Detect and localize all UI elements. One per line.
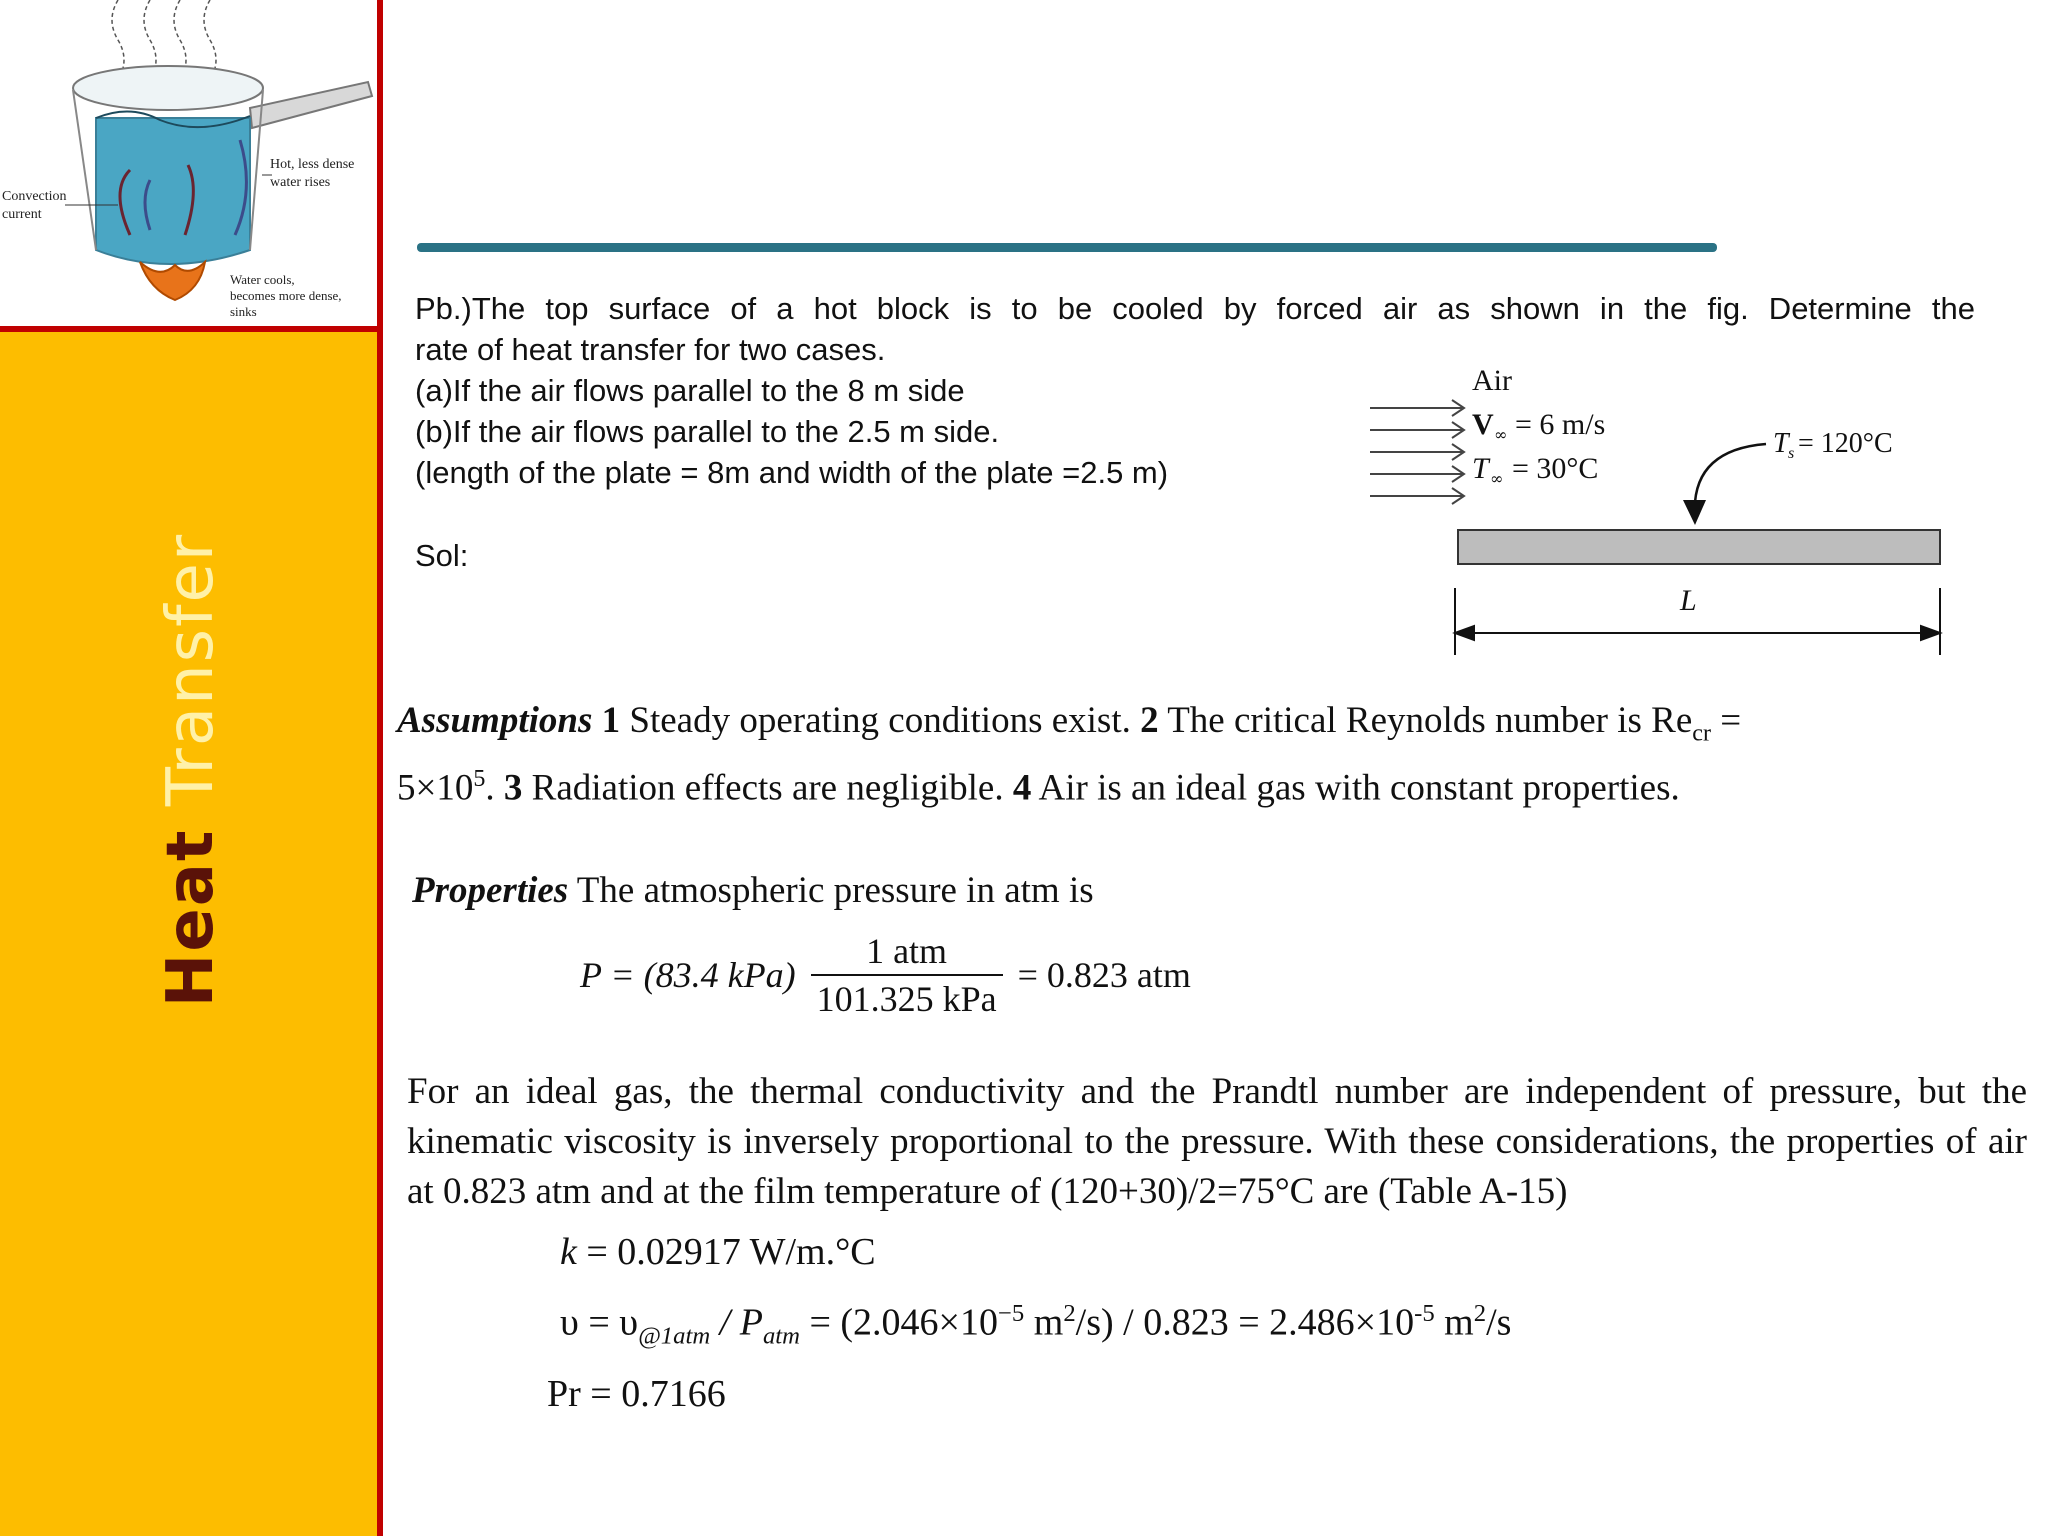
assumptions-paragraph — [397, 698, 1837, 812]
pressure-eq-numerator: 1 atm — [811, 930, 1003, 976]
conductivity-value: = 0.02917 W/m.°C — [586, 1231, 876, 1273]
assumption-number-2: 2 — [1140, 700, 1159, 741]
viscosity-subscript-1atm: @1atm — [638, 1322, 711, 1350]
properties-intro — [412, 868, 1094, 914]
viscosity-exp-2: 2 — [1063, 1300, 1076, 1327]
viscosity-exp-3: -5 — [1414, 1300, 1435, 1327]
pressure-eq-lhs: P = (83.4 kPa) — [580, 955, 796, 995]
pressure-eq-fraction — [811, 930, 1003, 1020]
label-convection-line1: Convection — [2, 189, 67, 204]
assumption-3-text: Radiation effects are negligible. — [531, 767, 1004, 809]
viscosity-exp-4: 2 — [1473, 1300, 1487, 1327]
assumption-4-text: Air is an ideal gas with constant properties. — [1038, 767, 1680, 809]
convection-illustration — [0, 0, 383, 332]
title-divider — [417, 243, 1717, 252]
flat-plate-figure — [1370, 360, 1970, 670]
sidebar-title-transfer: Transfer — [154, 532, 228, 807]
svg-text:s: s — [1788, 445, 1795, 462]
pressure-equation — [580, 930, 1191, 1020]
label-freestream-temp-symbol: T — [1472, 452, 1489, 485]
surface-temp-arrow — [1695, 444, 1766, 518]
assumption-number-4: 4 — [1012, 767, 1032, 809]
pressure-eq-rhs: = 0.823 atm — [1017, 955, 1191, 995]
assumption-number-3: 3 — [503, 767, 523, 809]
viscosity-part-5: /s — [1486, 1301, 1512, 1344]
problem-dimensions: (length of the plate = 8m and width of the plate =2.5 m) — [415, 455, 1169, 490]
reynolds-subscript: cr — [1692, 720, 1711, 747]
problem-line-2: rate of heat transfer for two cases. — [415, 332, 886, 367]
label-velocity-value: = 6 m/s — [1515, 408, 1606, 441]
label-velocity-symbol: V — [1472, 408, 1494, 441]
length-dimension-line — [1455, 588, 1940, 655]
svg-text:∞: ∞ — [1490, 469, 1504, 488]
label-cool-line3: sinks — [230, 304, 257, 319]
viscosity-part-3: /s) / 0.823 = 2.486×10 — [1075, 1301, 1415, 1344]
label-convection-line2: current — [2, 207, 42, 222]
assumption-1-text: Steady operating conditions exist. — [629, 700, 1131, 741]
viscosity-equation — [560, 1300, 1511, 1350]
pressure-eq-denominator: 101.325 kPa — [816, 979, 997, 1019]
viscosity-subscript-atm: atm — [762, 1322, 800, 1350]
solution-label: Sol: — [415, 538, 469, 573]
label-surface-temp-symbol: T — [1773, 428, 1789, 459]
label-cool-line2: becomes more dense, — [230, 288, 342, 303]
viscosity-symbol: υ = υ — [560, 1301, 639, 1344]
convection-pot-image — [0, 0, 377, 326]
viscosity-part-1: = (2.046×10 — [799, 1301, 998, 1344]
svg-text:∞: ∞ — [1494, 425, 1508, 444]
reynolds-exponent: 5 — [473, 766, 486, 793]
viscosity-part-2: m — [1024, 1301, 1064, 1344]
sidebar-title-heat: Heat — [154, 828, 228, 1008]
label-length: L — [1680, 584, 1697, 617]
sidebar-title — [154, 533, 228, 1007]
viscosity-part-4: m — [1434, 1301, 1474, 1344]
label-cool-line1: Water cools, — [230, 272, 295, 287]
label-hot-line1: Hot, less dense — [270, 157, 355, 172]
label-hot-line2: water rises — [270, 175, 331, 190]
reynolds-value: = 5×10 — [397, 700, 1742, 809]
label-freestream-temp-value: = 30°C — [1512, 452, 1599, 485]
label-air: Air — [1472, 364, 1512, 397]
assumption-number-1: 1 — [601, 700, 621, 741]
ideal-gas-paragraph: For an ideal gas, the thermal conductivity and the Prandtl number are independent of pressure, but the kinematic viscosity is inversely proportional to the pressure. With these considerations, the properties of air at 0.823 atm and at the film temperature of (120+30)/2=75°C are (Table A-15) — [407, 1071, 2027, 1212]
properties-heading: Properties — [412, 870, 569, 911]
label-surface-temp-value: = 120°C — [1798, 428, 1893, 459]
hot-plate — [1458, 530, 1940, 564]
conductivity-equation — [560, 1230, 876, 1274]
viscosity-exp-1: −5 — [997, 1300, 1025, 1327]
properties-intro-text: The atmospheric pressure in atm is — [576, 870, 1094, 911]
airflow-arrows — [1370, 400, 1464, 504]
prandtl-equation: Pr = 0.7166 — [547, 1373, 726, 1415]
assumption-2-text: The critical Reynolds number is Re — [1167, 700, 1693, 741]
problem-line-1: Pb.)The top surface of a hot block is to be cooled by forced air as shown in the fig. Determine the — [415, 291, 1975, 326]
viscosity-p-atm: / P — [710, 1301, 763, 1344]
problem-case-b: (b)If the air flows parallel to the 2.5 m side. — [415, 414, 1000, 449]
conductivity-symbol: k — [560, 1231, 577, 1273]
problem-case-a: (a)If the air flows parallel to the 8 m side — [415, 373, 965, 408]
assumption-2-period: . — [485, 767, 495, 809]
assumptions-heading: Assumptions — [397, 700, 593, 741]
